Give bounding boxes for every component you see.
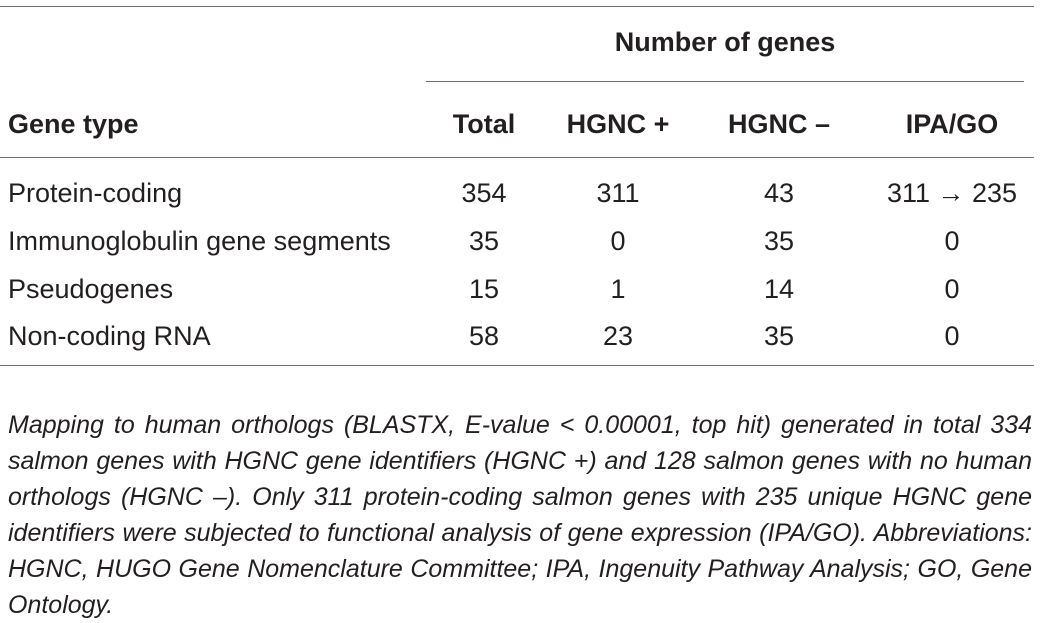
cell-gene-type: Immunoglobulin gene segments	[8, 226, 391, 256]
table-row	[0, 320, 1034, 367]
table-row	[0, 273, 1034, 320]
cell-hgnc-minus: 14	[763, 274, 795, 304]
cell-hgnc-minus: 35	[763, 321, 795, 351]
cell-ipa-go: 311 → 235	[886, 178, 1018, 208]
cell-hgnc-plus: 311	[596, 178, 640, 208]
group-header-rule	[426, 81, 1024, 82]
cell-gene-type: Pseudogenes	[8, 274, 174, 304]
cell-hgnc-plus: 1	[610, 274, 626, 304]
group-header-number-of-genes: Number of genes	[614, 27, 836, 57]
header-bottom-rule	[0, 157, 1034, 158]
cell-ipa-go: 0	[944, 274, 960, 304]
cell-total: 354	[461, 178, 507, 208]
column-header-ipa-go: IPA/GO	[905, 109, 999, 139]
cell-hgnc-plus: 0	[610, 226, 626, 256]
table-footnote: Mapping to human orthologs (BLASTX, E-value < 0.00001, top hit) generated in total 334 salmon genes with HGNC gene identifiers (HGNC +) and 128 salmon genes with no human orthologs (HGNC –). Only 311 protein-coding salmon genes with 235 unique HGNC gene identifiers were subjected to functional analysis of gene expression (IPA/GO). Abbreviations: HGNC, HUGO Gene Nomenclature Committee; IPA, Ingenuity Pathway Analysis; GO, Gene Ontology.	[8, 411, 1032, 619]
cell-total: 35	[468, 226, 500, 256]
column-header-hgnc-plus: HGNC +	[566, 109, 670, 139]
table-top-rule	[0, 6, 1034, 7]
cell-hgnc-minus: 35	[763, 226, 795, 256]
column-header-hgnc-minus: HGNC –	[727, 109, 830, 139]
table-bottom-rule	[0, 365, 1034, 366]
cell-hgnc-plus: 23	[602, 321, 634, 351]
cell-total: 15	[468, 274, 500, 304]
table-row	[0, 177, 1034, 224]
cell-gene-type: Non-coding RNA	[8, 321, 211, 351]
cell-hgnc-minus: 43	[763, 178, 795, 208]
cell-gene-type: Protein-coding	[8, 178, 183, 208]
cell-ipa-go: 0	[944, 321, 960, 351]
cell-ipa-go: 0	[944, 226, 960, 256]
table-row	[0, 225, 1034, 272]
column-header-gene-type: Gene type	[8, 109, 139, 139]
column-header-total: Total	[452, 109, 516, 139]
cell-total: 58	[468, 321, 500, 351]
